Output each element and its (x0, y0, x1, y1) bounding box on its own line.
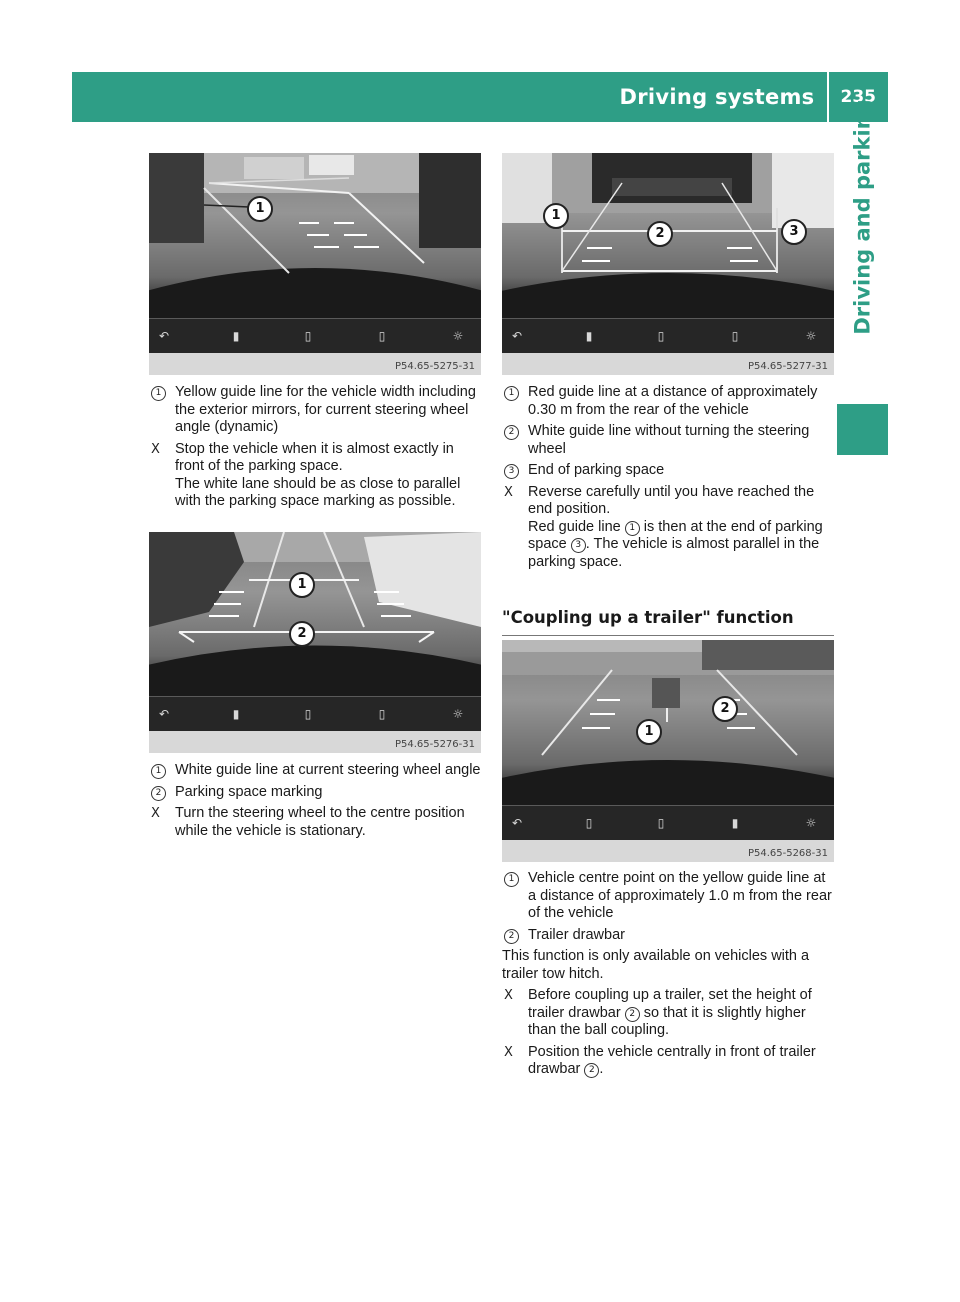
camera-toolbar (502, 318, 834, 353)
figure-code: P54.65-5276-31 (394, 739, 475, 750)
step-text: . (599, 1061, 604, 1077)
callout-1: 1 (247, 196, 273, 222)
legend-marker: 1 (504, 872, 519, 887)
car-top-icon: ▯ (378, 329, 386, 343)
tall-car-icon: ▮ (731, 816, 739, 830)
callout-1: 1 (289, 572, 315, 598)
step-note-part: is then at the end of parking space (528, 518, 823, 552)
legend-item (502, 384, 836, 419)
legend-item (502, 927, 836, 945)
car-top-icon: ▯ (378, 707, 386, 721)
camera-view (149, 153, 481, 353)
left-block-2 (149, 762, 484, 844)
right-block-2 (502, 870, 836, 1083)
chapter-marker (837, 404, 888, 455)
car-rear-icon: ▯ (304, 707, 312, 721)
body-paragraph: This function is only available on vehicles with a trailer tow hitch. (502, 948, 810, 982)
legend-marker: 2 (151, 786, 166, 801)
callout-2: 2 (289, 621, 315, 647)
legend-marker: 1 (151, 386, 166, 401)
inline-callout: 3 (571, 538, 586, 553)
inline-callout: 1 (625, 521, 640, 536)
step-text: Position the vehicle centrally in front of trailer drawbar (528, 1043, 816, 1077)
step-note-part: . The vehicle is almost parallel in the parking space. (528, 536, 820, 570)
step-text: Turn the steering wheel to the centre position while the vehicle is stationary. (175, 805, 465, 839)
legend-marker: 2 (504, 929, 519, 944)
car-top-icon: ▯ (731, 329, 739, 343)
step-text: Reverse carefully until you have reached the end position. (528, 483, 815, 517)
instruction-step (502, 1044, 836, 1079)
section-title: Driving systems (619, 85, 815, 109)
brightness-icon: ☼ (805, 329, 817, 343)
legend-text: White guide line without turning the steering wheel (528, 423, 810, 457)
brightness-icon: ☼ (452, 329, 464, 343)
callout-1: 1 (543, 203, 569, 229)
camera-toolbar (502, 805, 834, 840)
camera-toolbar (149, 318, 481, 353)
step-marker: X (504, 1044, 513, 1060)
step-note: The white lane should be as close to parallel with the parking space marking as possible. (175, 475, 461, 509)
instruction-step (502, 987, 836, 1040)
page-header (72, 72, 888, 122)
legend-text: Red guide line at a distance of approximately 0.30 m from the rear of the vehicle (528, 384, 818, 418)
step-text: so that it is slightly higher than the ball coupling. (528, 1004, 806, 1038)
tall-car-icon: ▮ (232, 707, 240, 721)
back-icon: ↶ (158, 707, 170, 721)
right-block-1 (502, 384, 836, 575)
legend-item (502, 462, 836, 480)
legend-text: End of parking space (528, 462, 665, 478)
callout-2: 2 (647, 221, 673, 247)
figure-code: P54.65-5268-31 (747, 848, 828, 859)
callout-2: 2 (712, 696, 738, 722)
figure-1 (149, 153, 481, 375)
legend-text: Yellow guide line for the vehicle width including the exterior mirrors, for current steering wheel angle (dynamic) (175, 384, 476, 435)
brightness-icon: ☼ (452, 707, 464, 721)
legend-text: Vehicle centre point on the yellow guide line at a distance of approximately 1.0 m from the rear of the vehicle (528, 870, 832, 921)
camera-toolbar (149, 696, 481, 731)
inline-callout: 2 (584, 1063, 599, 1078)
car-rear-icon: ▯ (657, 816, 665, 830)
inline-callout: 2 (625, 1007, 640, 1022)
legend-text: White guide line at current steering wheel angle (175, 762, 481, 778)
step-note-part: Red guide line (528, 518, 621, 535)
left-block-1 (149, 384, 484, 515)
figure-4 (502, 640, 834, 862)
chapter-side-tab-label: Driving and parking (850, 99, 875, 335)
legend-marker: 3 (504, 464, 519, 479)
tall-car-icon: ▮ (585, 329, 593, 343)
legend-item (502, 423, 836, 458)
figure-code: P54.65-5277-31 (747, 361, 828, 372)
car-top-icon: ▯ (585, 816, 593, 830)
step-text: Before coupling up a trailer, set the height of trailer drawbar (528, 987, 812, 1021)
legend-marker: 1 (504, 386, 519, 401)
camera-view (149, 532, 481, 731)
step-marker: X (151, 441, 160, 457)
figure-3 (502, 153, 834, 375)
figure-2 (149, 532, 481, 753)
legend-marker: 1 (151, 764, 166, 779)
callout-3: 3 (781, 219, 807, 245)
car-rear-icon: ▯ (304, 329, 312, 343)
camera-view (502, 153, 834, 353)
car-rear-icon: ▯ (657, 329, 665, 343)
callout-1: 1 (636, 719, 662, 745)
legend-item (149, 384, 484, 437)
section-heading: "Coupling up a trailer" function (502, 609, 834, 636)
legend-item (149, 784, 484, 802)
step-note (528, 519, 836, 572)
brightness-icon: ☼ (805, 816, 817, 830)
step-marker: X (504, 484, 513, 500)
legend-text: Trailer drawbar (528, 926, 625, 943)
legend-marker: 2 (504, 425, 519, 440)
instruction-step (502, 484, 836, 572)
camera-view (502, 640, 834, 840)
step-text: Stop the vehicle when it is almost exactly in front of the parking space. (175, 440, 454, 474)
legend-item (502, 870, 836, 923)
instruction-step (149, 805, 484, 840)
page-number: 235 (840, 87, 876, 107)
tall-car-icon: ▮ (232, 329, 240, 343)
back-icon: ↶ (158, 329, 170, 343)
step-marker: X (151, 806, 160, 821)
figure-code: P54.65-5275-31 (394, 361, 475, 372)
legend-text: Parking space marking (175, 783, 323, 800)
legend-item (149, 762, 484, 780)
step-marker: X (504, 988, 513, 1003)
back-icon: ↶ (511, 329, 523, 343)
instruction-step (149, 441, 484, 511)
back-icon: ↶ (511, 816, 523, 830)
chapter-side-tab (837, 99, 888, 335)
